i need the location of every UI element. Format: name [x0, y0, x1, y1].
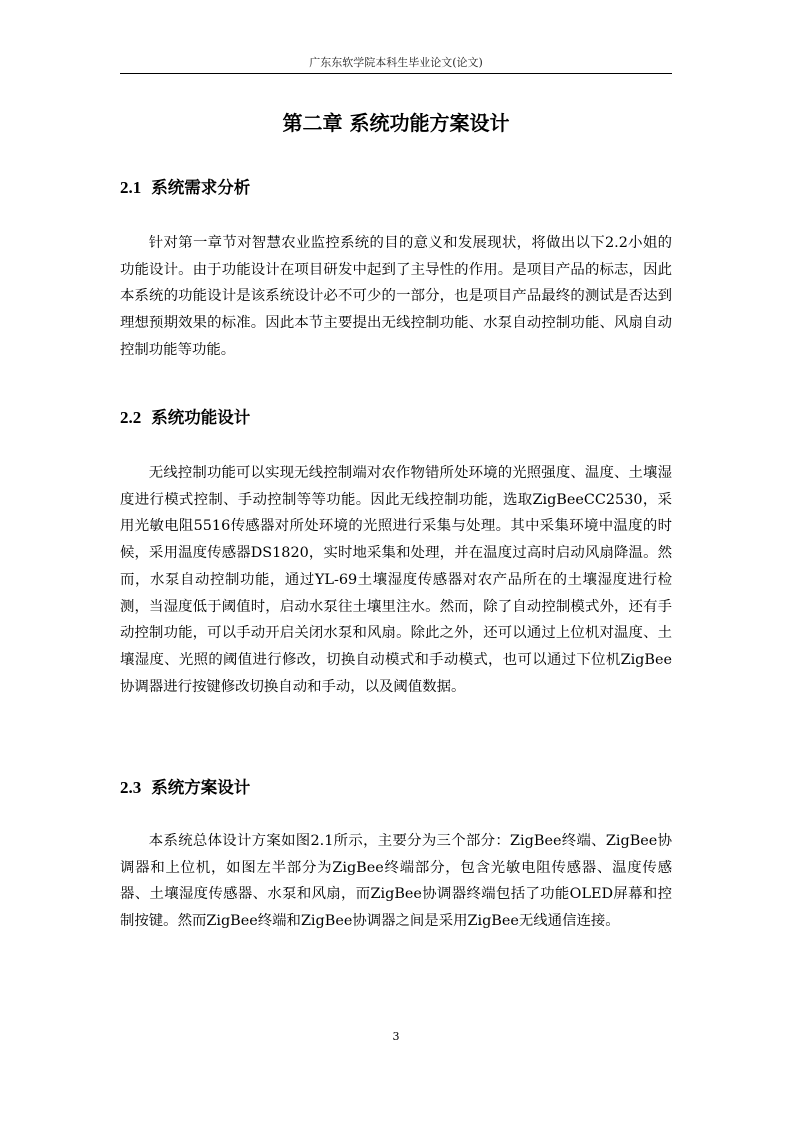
section-heading-2-1 [120, 176, 672, 200]
chapter-title: 第二章 系统功能方案设计 [282, 111, 510, 135]
section-title: 系统功能设计 [151, 408, 251, 427]
section-number: 2.2 [120, 408, 142, 427]
section-number: 2.1 [120, 178, 142, 197]
page-number: 3 [392, 1030, 400, 1043]
paragraph-scheme-design: 本系统总体设计方案如图2.1所示，主要分为三个部分：ZigBee终端、ZigBee协调器和上位机，如图左半部分为ZigBee终端部分，包含光敏电阻传感器、温度传感器、土壤湿度传感器、水泵和风扇，而ZigBee协调器终端包括了功能OLED屏幕和控制按键。然而ZigBee终端和ZigBee协调器之间是采用ZigBee无线通信连接。 [120, 833, 672, 930]
paragraph-requirements: 针对第一章节对智慧农业监控系统的目的意义和发展现状，将做出以下2.2小姐的功能设计。由于功能设计在项目研发中起到了主导性的作用。是项目产品的标志，因此本系统的功能设计是该系统设计必不可少的一部分，也是项目产品最终的测试是否达到理想预期效果的标准。因此本节主要提出无线控制功能、水泵自动控制功能、风扇自动控制功能等功能。 [120, 235, 672, 358]
section-heading-2-3 [120, 776, 672, 800]
header-divider [120, 73, 672, 74]
section-heading-2-2 [120, 406, 672, 430]
section-number: 2.3 [120, 778, 142, 797]
paragraph-function-design: 无线控制功能可以实现无线控制端对农作物错所处环境的光照强度、温度、土壤湿度进行模式控制、手动控制等等功能。因此无线控制功能，选取ZigBeeCC2530，采用光敏电阻5516传感器对所处环境的光照进行采集与处理。其中采集环境中温度的时候，采用温度传感器DS1820，实时地采集和处理，并在温度过高时启动风扇降温。然而，水泵自动控制功能，通过YL-69土壤湿度传感器对农产品所在的土壤湿度进行检测，当湿度低于阈值时，启动水泵往土壤里注水。然而，除了自动控制模式外，还有手动控制功能，可以手动开启关闭水泵和风扇。除此之外，还可以通过上位机对温度、土壤湿度、光照的阈值进行修改，切换自动模式和手动模式，也可以通过下位机ZigBee协调器进行按键修改切换自动和手动，以及阈值数据。 [120, 465, 672, 695]
section-title: 系统需求分析 [151, 178, 251, 197]
section-title: 系统方案设计 [151, 778, 251, 797]
running-header: 广东东软学院本科生毕业论文(论文) [309, 56, 483, 69]
